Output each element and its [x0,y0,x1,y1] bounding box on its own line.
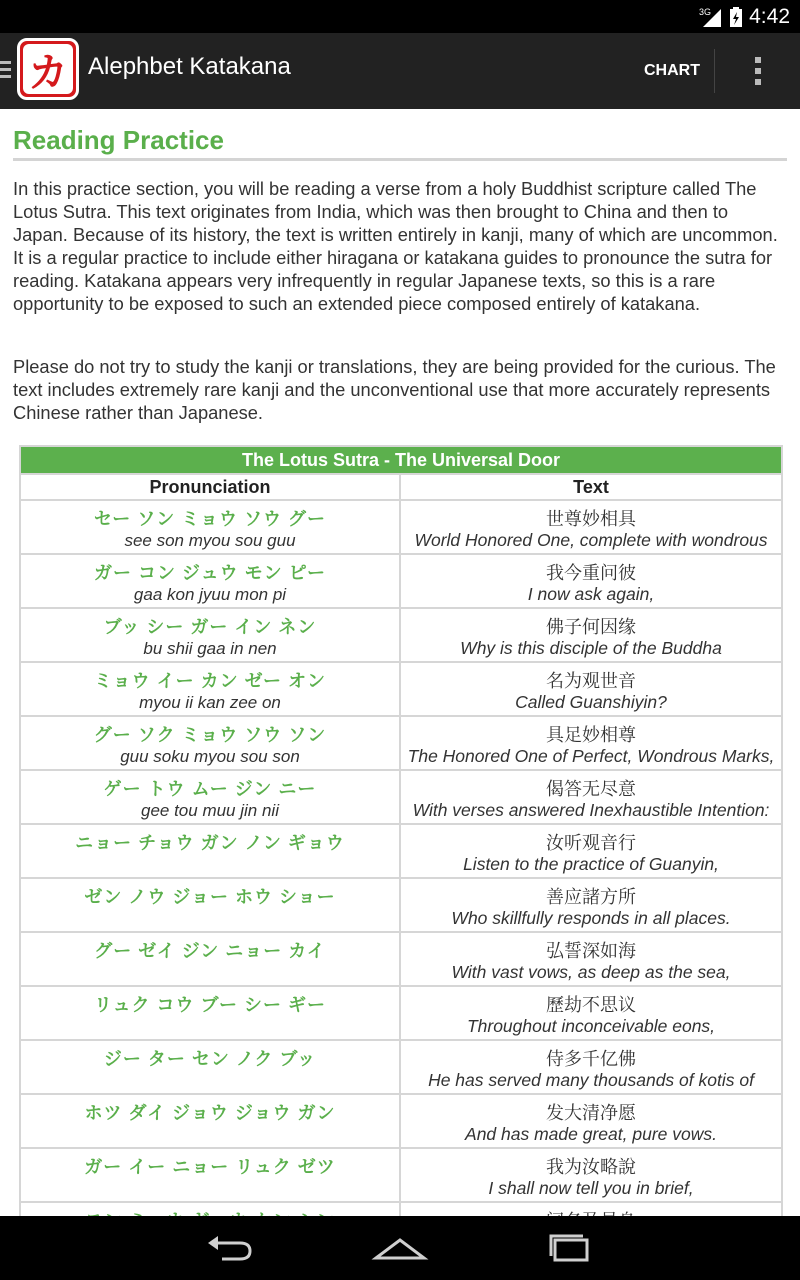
pronunciation-cell [20,1148,400,1202]
text-cell [400,608,782,662]
romaji-text [21,853,399,877]
text-cell [400,716,782,770]
pronunciation-cell [20,986,400,1040]
kanji-text: 歷劫不思议 [546,995,636,1015]
katakana-text: ブッ シー ガー イン ネン [103,617,317,637]
katakana-text: ジー ター セン ノク ブッ [103,1049,317,1069]
page-title: Reading Practice [13,125,224,155]
table-row [20,986,782,1040]
translation-text: I shall now tell you in brief, [488,1178,694,1198]
text-cell [400,662,782,716]
kanji-text: 名为观世音 [546,671,636,691]
kanji-text: 世尊妙相具 [546,509,636,529]
romaji-text [21,1069,399,1093]
translation-text: And has made great, pure vows. [465,1124,717,1144]
status-icons [699,0,790,33]
romaji-text: see son myou sou guu [124,531,296,550]
romaji-text [21,1177,399,1201]
kanji-text: 我今重问彼 [546,563,636,583]
translation-text: Who skillfully responds in all places. [451,908,731,928]
signal-3g-icon [699,6,723,28]
table-row [20,608,782,662]
romaji-text: gee tou muu jin nii [141,801,279,820]
romaji-text [21,1015,399,1039]
katakana-text: ミョウ イー カン ゼー オン [94,671,326,691]
kanji-text: 发大清净愿 [546,1103,636,1123]
table-row [20,1094,782,1148]
app-logo-icon[interactable] [17,38,79,100]
katakana-text: ガー コン ジュウ モン ピー [94,563,326,583]
kanji-text: 侍多千亿佛 [546,1049,636,1069]
text-cell [400,500,782,554]
translation-text: Listen to the practice of Guanyin, [463,854,719,874]
table-row [20,1040,782,1094]
table-row [20,500,782,554]
katakana-text: ゲー トウ ムー ジン ニー [103,779,317,799]
kanji-text: 具足妙相尊 [546,725,636,745]
action-bar-divider [714,49,715,93]
pronunciation-cell [20,608,400,662]
romaji-text: bu shii gaa in nen [143,639,277,658]
chart-button[interactable]: CHART [644,62,700,79]
column-header-text: Text [400,474,782,500]
kanji-text: 汝听观音行 [546,833,636,853]
text-cell [400,1148,782,1202]
translation-text: I now ask again, [527,584,655,604]
kanji-text: 偈答无尽意 [546,779,636,799]
text-cell [400,932,782,986]
title-divider [13,158,787,161]
pronunciation-cell [20,1094,400,1148]
pronunciation-cell [20,716,400,770]
translation-text: World Honored One, complete with wondrous [414,530,768,550]
table-caption: The Lotus Sutra - The Universal Door [20,446,782,474]
kanji-text: 善应諸方所 [546,887,636,907]
app-title: Alephbet Katakana [88,53,291,80]
translation-text: With vast vows, as deep as the sea, [451,962,731,982]
pronunciation-cell [20,1040,400,1094]
translation-text: He has served many thousands of kotis of [428,1070,754,1090]
katakana-text: ホツ ダイ ジョウ ジョウ ガン [84,1103,336,1123]
sutra-table [19,445,783,1257]
katakana-text: セー ソン ミョウ ソウ グー [94,509,326,529]
kanji-text: 弘誓深如海 [546,941,636,961]
table-row [20,1148,782,1202]
table-row [20,878,782,932]
katakana-text: ニョー チョウ ガン ノン ギョウ [75,833,345,853]
text-cell [400,1040,782,1094]
katakana-text: グー ソク ミョウ ソウ ソン [93,725,327,745]
katakana-text: ガー イー ニョー リュク ゼツ [84,1157,336,1177]
recent-apps-icon[interactable] [540,1230,600,1266]
pronunciation-cell [20,824,400,878]
pronunciation-cell [20,500,400,554]
table-body [20,500,782,1256]
romaji-text: myou ii kan zee on [139,693,281,712]
romaji-text [21,1123,399,1147]
table-row [20,824,782,878]
text-cell [400,878,782,932]
overflow-menu-icon[interactable] [740,33,776,109]
text-cell [400,770,782,824]
romaji-text [21,907,399,931]
table-row [20,662,782,716]
romaji-text [21,961,399,985]
content-scroll[interactable] [0,109,800,1216]
translation-text: With verses answered Inexhaustible Intention: [412,800,770,820]
app-logo-glyph: カ [28,49,68,96]
table-row [20,932,782,986]
pronunciation-cell [20,770,400,824]
pronunciation-cell [20,554,400,608]
battery-icon [729,6,743,28]
katakana-text: ゼン ノウ ジョー ホウ ショー [84,887,336,907]
home-icon[interactable] [370,1230,430,1266]
translation-text: Throughout inconceivable eons, [466,1016,716,1036]
kanji-text: 我为汝略說 [546,1157,636,1177]
status-time: 4:42 [749,4,790,28]
drawer-indicator-icon[interactable] [0,61,12,81]
text-cell [400,986,782,1040]
status-bar [0,0,800,33]
table-header-row [20,474,782,500]
note-paragraph: Please do not try to study the kanji or translations, they are being provided for the curious. The text includes extremely rare kanji and the unconventional use that more accurately represents Chinese rather than Japanese. [13,356,776,423]
text-cell [400,554,782,608]
romaji-text: guu soku myou sou son [120,747,300,766]
navigation-bar [0,1216,800,1280]
kanji-text: 佛子何因缘 [546,617,636,637]
table-row [20,716,782,770]
katakana-text: グー ゼイ ジン ニョー カイ [94,941,326,961]
back-icon[interactable] [200,1230,260,1266]
action-bar [0,33,800,109]
column-header-pronunciation: Pronunciation [20,474,400,500]
intro-paragraph: In this practice section, you will be reading a verse from a holy Buddhist scripture called The Lotus Sutra. This text originates from India, which was then brought to China and then to Japan. Because of its history, the text is written entirely in kanji, many of which are uncommon. It is a regular practice to include either hiragana or katakana guides to pronounce the sutra for reading. Katakana appears very infrequently in regular Japanese texts, so this is a rare opportunity to be exposed to such an extended piece composed entirely of katakana. [13,178,778,314]
translation-text: Called Guanshiyin? [515,692,667,712]
katakana-text: リュク コウ ブー シー ギー [94,995,326,1015]
romaji-text: gaa kon jyuu mon pi [133,585,287,604]
text-cell [400,824,782,878]
translation-text: The Honored One of Perfect, Wondrous Marks, [407,746,775,766]
pronunciation-cell [20,878,400,932]
pronunciation-cell [20,662,400,716]
table-row [20,554,782,608]
translation-text: Why is this disciple of the Buddha [460,638,722,658]
table-row [20,770,782,824]
network-label: 3G [699,6,712,17]
table-caption-row [20,446,782,474]
pronunciation-cell [20,932,400,986]
text-cell [400,1094,782,1148]
